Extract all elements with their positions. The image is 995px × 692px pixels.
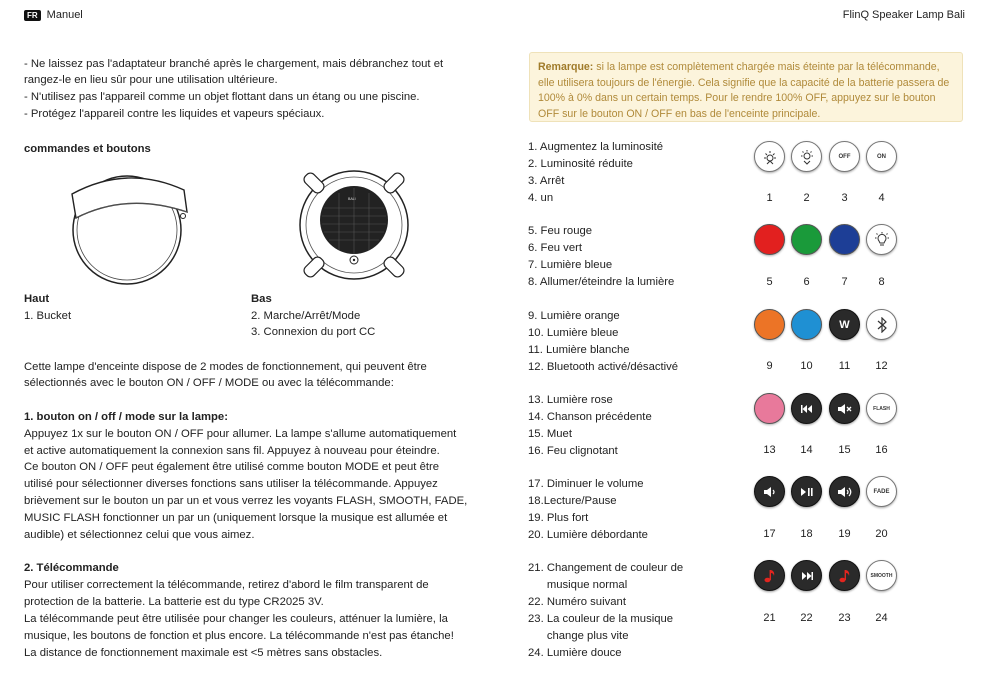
remote-function-label: 19. Plus fort <box>528 512 589 524</box>
remote-function-label: 13. Lumière rose <box>528 394 613 406</box>
remote-function-label: 4. un <box>528 192 554 204</box>
section1-line: utilisé pour sélectionner diverses fonctions sans utiliser la télécommande. Appuyez <box>24 478 438 490</box>
remote-function-label: 22. Numéro suivant <box>528 596 626 608</box>
remote-button-18 <box>791 476 822 507</box>
remote-function-label: 6. Feu vert <box>528 242 582 254</box>
remote-function-label: 16. Feu clignotant <box>528 445 618 457</box>
note-text: si la lampe est complètement chargée mais éteinte par la télécommande, elle utilisera toujours de l'énergie. Cela signifie que la capacité de la batterie passera de 100% à 0% dans un certain temps. Pour le rendre 100% OFF, appuyez sur le bouton OFF sur le bouton ON / OFF en bas de l'enceinte principale. <box>538 61 950 120</box>
note-label: Remarque: <box>538 61 594 73</box>
remote-button-number: 2 <box>803 192 810 204</box>
remote-button-5 <box>754 224 785 255</box>
top-item: 1. Bucket <box>24 310 72 322</box>
play-pause-icon <box>800 487 814 497</box>
remote-button-23 <box>829 560 860 591</box>
remote-button-9 <box>754 309 785 340</box>
remote-button-text: FADE <box>873 488 890 495</box>
section1-line: audible) et sélectionnez celui que vous aimez. <box>24 529 255 541</box>
lamp-top-view-illustration <box>60 166 195 288</box>
bullet-line: - Ne laissez pas l'adaptateur branché après le chargement, mais débranchez tout et <box>24 58 444 70</box>
remote-button-number: 16 <box>875 444 888 456</box>
remote-function-label: 1. Augmentez la luminosité <box>528 141 664 153</box>
remote-button-number: 12 <box>875 360 888 372</box>
bluetooth-icon <box>875 317 889 333</box>
remote-button-text: W <box>839 318 850 331</box>
remote-button-number: 21 <box>763 612 776 624</box>
note-box <box>529 52 963 122</box>
modes-text: sélectionnés avec le bouton ON / OFF / MODE ou avec la télécommande: <box>24 377 394 389</box>
remote-button-number: 8 <box>878 276 885 288</box>
section2-line: Pour utiliser correctement la télécommande, retirez d'abord le film transparent de <box>24 579 429 591</box>
section2-line: La télécommande peut être utilisée pour changer les couleurs, atténuer la lumière, la <box>24 613 448 625</box>
remote-button-3 <box>829 141 860 172</box>
section1-line: brièvement sur le bouton un par un et vous verrez les voyants FLASH, SMOOTH, FADE, <box>24 495 468 507</box>
product-name: FlinQ Speaker Lamp Bali <box>842 9 965 21</box>
page-header-left <box>24 9 83 21</box>
remote-button-number: 3 <box>841 192 848 204</box>
remote-button-number: 10 <box>800 360 813 372</box>
remote-function-label: 3. Arrêt <box>528 175 565 187</box>
remote-function-label: 24. Lumière douce <box>528 647 622 659</box>
section2-title: 2. Télécommande <box>24 562 119 574</box>
remote-function-label: musique normal <box>528 579 628 591</box>
remote-button-text: SMOOTH <box>870 572 893 579</box>
remote-button-number: 9 <box>766 360 773 372</box>
section1-line: Ce bouton ON / OFF peut également être utilisé comme bouton MODE et peut être <box>24 461 440 473</box>
remote-button-4 <box>866 141 897 172</box>
remote-button-text: ON <box>877 153 886 160</box>
bottom-item: 2. Marche/Arrêt/Mode <box>251 310 361 322</box>
remote-button-number: 17 <box>763 528 776 540</box>
mute-icon <box>837 403 853 415</box>
brightness-up-icon <box>761 148 779 166</box>
section2-line: protection de la batterie. La batterie est du type CR2025 3V. <box>24 596 324 608</box>
remote-function-label: 12. Bluetooth activé/désactivé <box>528 361 679 373</box>
remote-function-label: 8. Allumer/éteindre la lumière <box>528 276 675 288</box>
remote-button-6 <box>791 224 822 255</box>
remote-button-7 <box>829 224 860 255</box>
remote-function-label: 11. Lumière blanche <box>528 344 630 356</box>
section1-line: Appuyez 1x sur le bouton ON / OFF pour allumer. La lampe s'allume automatiquement <box>24 428 457 440</box>
remote-function-label: 9. Lumière orange <box>528 310 620 322</box>
remote-button-text: OFF <box>838 153 851 160</box>
remote-button-number: 7 <box>841 276 848 288</box>
remote-button-11 <box>829 309 860 340</box>
remote-button-2 <box>791 141 822 172</box>
remote-button-number: 4 <box>878 192 885 204</box>
controls-title: commandes et boutons <box>24 143 151 155</box>
speaker-mark: BALI <box>348 197 356 201</box>
remote-button-number: 1 <box>766 192 773 204</box>
light-bulb-icon <box>873 231 891 249</box>
remote-button-24 <box>866 560 897 591</box>
section-label: Manuel <box>46 9 83 21</box>
remote-button-number: 19 <box>838 528 851 540</box>
remote-button-10 <box>791 309 822 340</box>
remote-button-8 <box>866 224 897 255</box>
bullet-line: - N'utilisez pas l'appareil comme un objet flottant dans un étang ou une piscine. <box>24 91 420 103</box>
next-track-icon <box>800 571 814 581</box>
top-title: Haut <box>24 293 50 305</box>
remote-function-label: 7. Lumière bleue <box>528 259 613 271</box>
volume-up-icon <box>837 486 853 498</box>
remote-function-label: 2. Luminosité réduite <box>528 158 633 170</box>
section1-line: et active automatiquement la connexion sans fil. Appuyez à nouveau pour éteindre. <box>24 445 440 457</box>
remote-function-label: 14. Chanson précédente <box>528 411 652 423</box>
remote-button-20 <box>866 476 897 507</box>
remote-button-14 <box>791 393 822 424</box>
remote-button-number: 24 <box>875 612 888 624</box>
remote-button-22 <box>791 560 822 591</box>
remote-button-number: 5 <box>766 276 773 288</box>
remote-function-label: 21. Changement de couleur de <box>528 562 684 574</box>
remote-button-1 <box>754 141 785 172</box>
remote-function-label: 20. Lumière débordante <box>528 529 648 541</box>
remote-button-number: 23 <box>838 612 851 624</box>
bullet-line: - Protégez l'appareil contre les liquides et vapeurs spéciaux. <box>24 108 325 120</box>
section1-title: 1. bouton on / off / mode sur la lampe: <box>24 411 228 423</box>
music-note-red-icon <box>838 568 852 584</box>
remote-button-12 <box>866 309 897 340</box>
remote-button-number: 15 <box>838 444 851 456</box>
remote-button-17 <box>754 476 785 507</box>
remote-button-number: 22 <box>800 612 813 624</box>
remote-function-label: 5. Feu rouge <box>528 225 593 237</box>
language-badge: FR <box>24 10 41 21</box>
remote-button-16 <box>866 393 897 424</box>
previous-track-icon <box>800 404 814 414</box>
remote-function-label: 10. Lumière bleue <box>528 327 619 339</box>
remote-button-number: 14 <box>800 444 813 456</box>
remote-function-label: 23. La couleur de la musique <box>528 613 674 625</box>
remote-button-number: 11 <box>838 360 851 372</box>
remote-button-13 <box>754 393 785 424</box>
music-note-red-icon <box>763 568 777 584</box>
remote-button-number: 6 <box>803 276 810 288</box>
remote-button-19 <box>829 476 860 507</box>
remote-button-15 <box>829 393 860 424</box>
section1-line: MUSIC FLASH fonctionner un par un (uniquement lorsque la musique est allumée et <box>24 512 448 524</box>
remote-button-text: FLASH <box>873 405 890 412</box>
remote-button-number: 18 <box>800 528 813 540</box>
remote-function-label: change plus vite <box>528 630 629 642</box>
bullet-line: rangez-le en lieu sûr pour une utilisation ultérieure. <box>24 74 278 86</box>
remote-function-label: 15. Muet <box>528 428 572 440</box>
section2-line: musique, les boutons de fonction et plus encore. La télécommande n'est pas étanche! <box>24 630 454 642</box>
modes-text: Cette lampe d'enceinte dispose de 2 modes de fonctionnement, qui peuvent être <box>24 361 427 373</box>
lamp-bottom-view-illustration <box>294 168 414 282</box>
remote-button-21 <box>754 560 785 591</box>
remote-button-number: 13 <box>763 444 776 456</box>
remote-button-number: 20 <box>875 528 888 540</box>
remote-function-label: 17. Diminuer le volume <box>528 478 644 490</box>
brightness-down-icon <box>798 148 816 166</box>
remote-function-label: 18.Lecture/Pause <box>528 495 617 507</box>
bottom-title: Bas <box>251 293 272 305</box>
volume-down-icon <box>763 486 777 498</box>
bottom-item: 3. Connexion du port CC <box>251 326 376 338</box>
section2-line: La distance de fonctionnement maximale est <5 mètres sans obstacles. <box>24 647 383 659</box>
